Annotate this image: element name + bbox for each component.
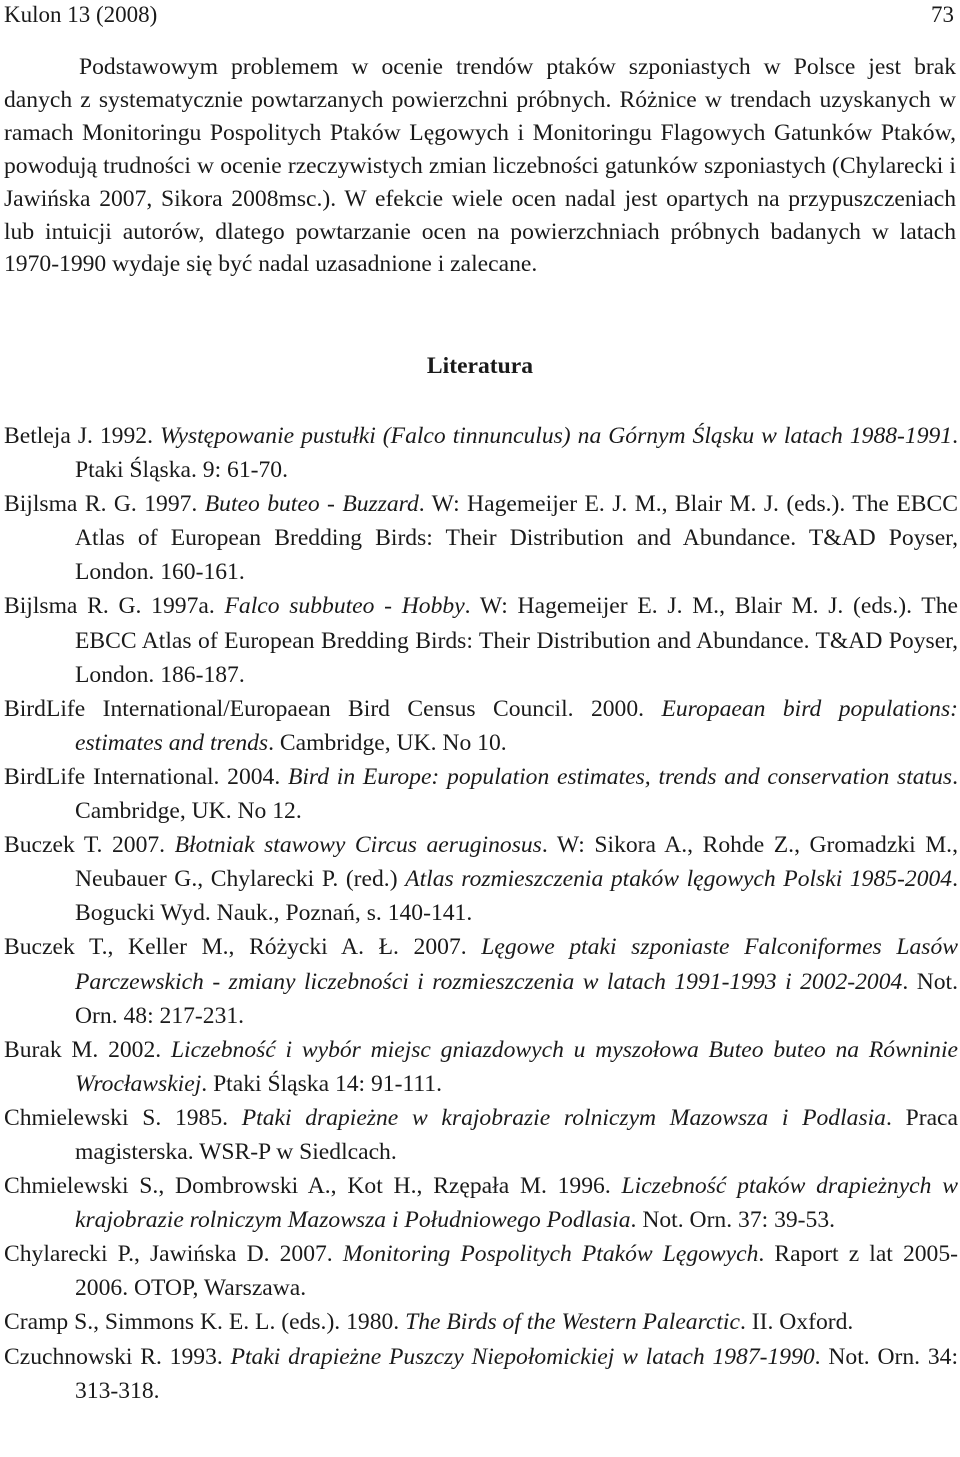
reference-authors-year: BirdLife International/Europaean Bird Census Council. 2000. [4,695,662,722]
reference-item [4,419,958,487]
reference-source: . W: Hagemeijer E. J. M., Blair M. J. (eds.). The EBCC Atlas of European Bredding Birds: Their Distribution and Abundance. T&AD Poyser, London. 186-187. [75,593,958,688]
running-header [4,0,954,30]
reference-source: . Cambridge, UK. No 10. [268,729,507,756]
reference-authors-year: Bijlsma R. G. 1997a. [4,593,225,620]
reference-authors-year: Cramp S., Simmons K. E. L. (eds.). 1980. [4,1309,406,1336]
reference-title: Europaean bird populations: estimates and trends [75,695,958,756]
reference-title: Falco subbuteo - Hobby [224,593,465,620]
reference-item [4,1101,958,1169]
reference-authors-year: Buczek T. 2007. [4,832,175,859]
reference-authors-year: Buczek T., Keller M., Różycki A. Ł. 2007. [4,934,482,961]
reference-source: . Not. Orn. 37: 39-53. [630,1207,836,1234]
reference-authors-year: Betleja J. 1992. [4,423,160,449]
page-number: 73 [931,2,954,27]
reference-authors-year: Chmielewski S., Dombrowski A., Kot H., Rzępała M. 1996. [4,1173,622,1200]
reference-authors-year: Czuchnowski R. 1993. [4,1343,231,1370]
reference-source: . Not. Orn. 34: 313-318. [75,1343,958,1404]
reference-item [4,487,958,589]
reference-item [4,828,958,930]
reference-publisher: . Bogucki Wyd. Nauk., Poznań, s. 140-141. [75,866,958,927]
reference-title: Monitoring Pospolitych Ptaków Lęgowych [342,1241,759,1268]
reference-title: Błotniak stawowy Circus aeruginosus [174,832,542,859]
reference-title: Ptaki drapieżne w krajobrazie rolniczym Mazowsza i Podlasia [241,1104,886,1131]
reference-item [4,1033,958,1101]
reference-title: Występowanie pustułki (Falco tinnunculus) na Górnym Śląsku w latach 1988-1991 [159,423,953,449]
reference-authors-year: Chylarecki P., Jawińska D. 2007. [4,1241,343,1268]
reference-authors-year: Bijlsma R. G. 1997. [4,491,205,518]
body-paragraph: Podstawowym problemem w ocenie trendów ptaków szponiastych w Polsce jest brak danych z systematycznie powtarzanych powierzchni próbnych. Różnice w trendach uzyskanych w ramach Monitoringu Pospolitych Ptaków Lęgowych i Monitoringu Flagowych Gatunków Ptaków, powodują trudności w ocenie rzeczywistych zmian liczebności gatunków szponiastych (Chylarecki i Jawińska 2007, Sikora 2008msc.). W efekcie wiele ocen nadal jest opartych na przypuszczeniach lub intuicji autorów, dlatego powtarzanie ocen na powierzchniach próbnych badanych w latach 1970-1990 wydaje się być nadal uzasadnione i zalecane. [4,54,956,278]
reference-title: Liczebność ptaków drapieżnych w krajobrazie rolniczym Mazowsza i Południowego Podlasia [75,1173,958,1234]
reference-source: . Ptaki Śląska. 9: 61-70. [75,423,958,484]
reference-title: Liczebność i wybór miejsc gniazdowych u myszołowa Buteo buteo na Równinie Wrocławskiej [75,1036,958,1097]
reference-source: . Praca magisterska. WSR-P w Siedlcach. [75,1104,958,1165]
reference-item [4,1305,958,1339]
reference-title: Ptaki drapieżne Puszczy Niepołomickiej w latach 1987-1990 [230,1343,815,1370]
reference-item [4,760,958,828]
reference-authors-year: BirdLife International. 2004. [4,763,288,790]
reference-book-title: Atlas rozmieszczenia ptaków lęgowych Polski 1985-2004 [405,866,953,893]
reference-source: . W: Sikora A., Rohde Z., Gromadzki M., Neubauer G., Chylarecki P. (red.) [75,832,958,893]
reference-source: . W: Hagemeijer E. J. M., Blair M. J. (eds.). The EBCC Atlas of European Bredding Birds: Their Distribution and Abundance. T&AD Poyser, London. 160-161. [75,491,959,586]
reference-item [4,589,958,691]
reference-item [4,1340,958,1408]
reference-title: Bird in Europe: population estimates, trends and conservation status [287,763,953,790]
reference-list [4,419,958,1408]
reference-item [4,1237,958,1305]
reference-source: . Ptaki Śląska 14: 91-111. [201,1070,442,1097]
reference-title: Buteo buteo - Buzzard [204,491,419,518]
reference-item [4,692,958,760]
reference-authors-year: Burak M. 2002. [4,1036,171,1063]
reference-title: The Birds of the Western Palearctic [405,1309,740,1336]
reference-item [4,1169,958,1237]
journal-citation: Kulon 13 (2008) [4,2,158,27]
reference-source: . Raport z lat 2005-2006. OTOP, Warszawa. [75,1241,958,1302]
reference-authors-year: Chmielewski S. 1985. [4,1104,242,1131]
section-heading: Literatura [426,353,534,379]
reference-source: . Cambridge, UK. No 12. [75,763,958,825]
reference-source: . Not. Orn. 48: 217-231. [75,968,958,1029]
reference-source: . II. Oxford. [739,1309,854,1336]
reference-item [4,930,958,1032]
reference-title: Lęgowe ptaki szponiaste Falconiformes Lasów Parczewskich - zmiany liczebności i rozmieszczenia w latach 1991-1993 i 2002-2004 [75,934,958,995]
